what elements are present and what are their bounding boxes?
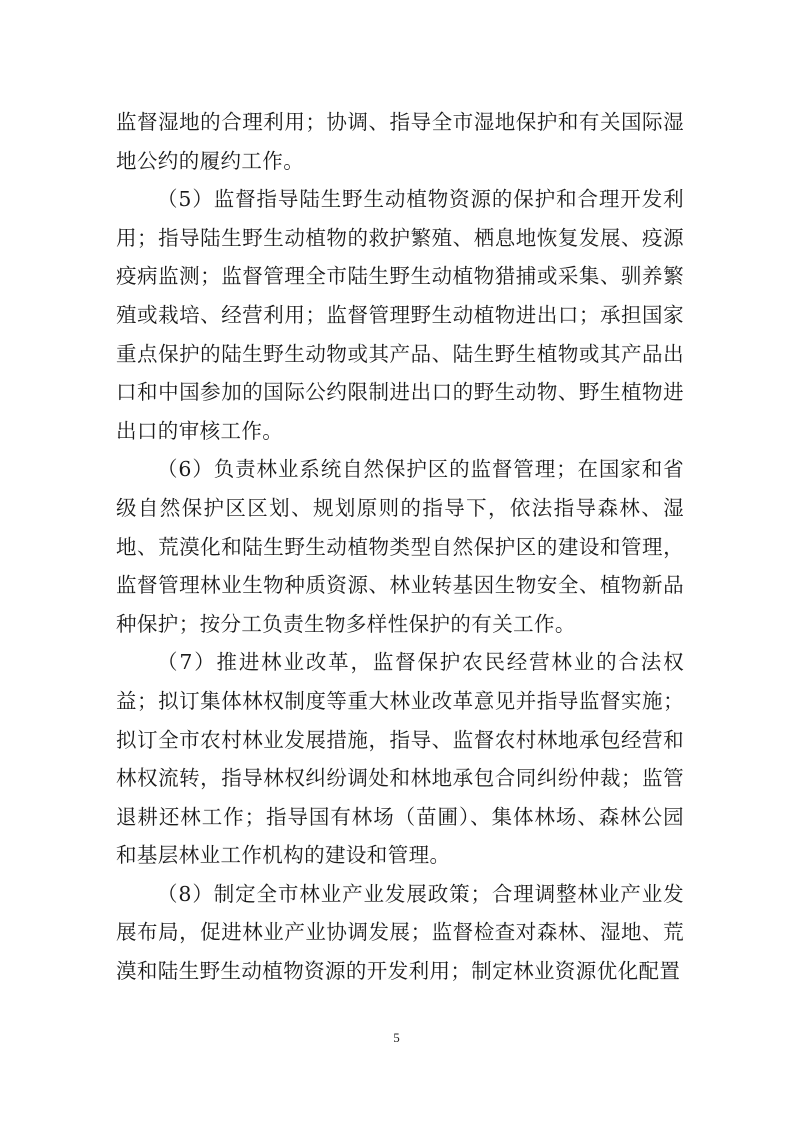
paragraph-wetland-continuation: 监督湿地的合理利用；协调、指导全市湿地保护和有关国际湿地公约的履约工作。 [116, 110, 684, 173]
body-text [116, 103, 684, 991]
page-number: 5 [393, 1030, 400, 1045]
paragraph-item-6: （6）负责林业系统自然保护区的监督管理；在国家和省级自然保护区区划、规划原则的指导下，依法指导森林、湿地、荒漠化和陆生野生动植物类型自然保护区的建设和管理，监督管理林业生物种质资源、林业转基因生物安全、植物新品种保护；按分工负责生物多样性保护的有关工作。 [116, 457, 684, 636]
paragraph-item-5: （5）监督指导陆生野生动植物资源的保护和合理开发利用；指导陆生野生动植物的救护繁殖、栖息地恢复发展、疫源疫病监测；监督管理全市陆生野生动植物猎捕或采集、驯养繁殖或栽培、经营利用；监督管理野生动植物进出口；承担国家重点保护的陆生野生动物或其产品、陆生野生植物或其产品出口和中国参加的国际公约限制进出口的野生动物、野生植物进出口的审核工作。 [116, 187, 684, 443]
paragraph-item-7: （7）推进林业改革，监督保护农民经营林业的合法权益；拟订集体林权制度等重大林业改革意见并指导监督实施；拟订全市农村林业发展措施，指导、监督农村林地承包经营和林权流转，指导林权纠纷调处和林地承包合同纠纷仲裁；监管退耕还林工作；指导国有林场（苗圃）、集体林场、森林公园和基层林业工作机构的建设和管理。 [116, 650, 684, 868]
paragraph-item-8: （8）制定全市林业产业发展政策；合理调整林业产业发展布局，促进林业产业协调发展；监督检查对森林、湿地、荒漠和陆生野生动植物资源的开发利用；制定林业资源优化配置 [116, 881, 684, 984]
